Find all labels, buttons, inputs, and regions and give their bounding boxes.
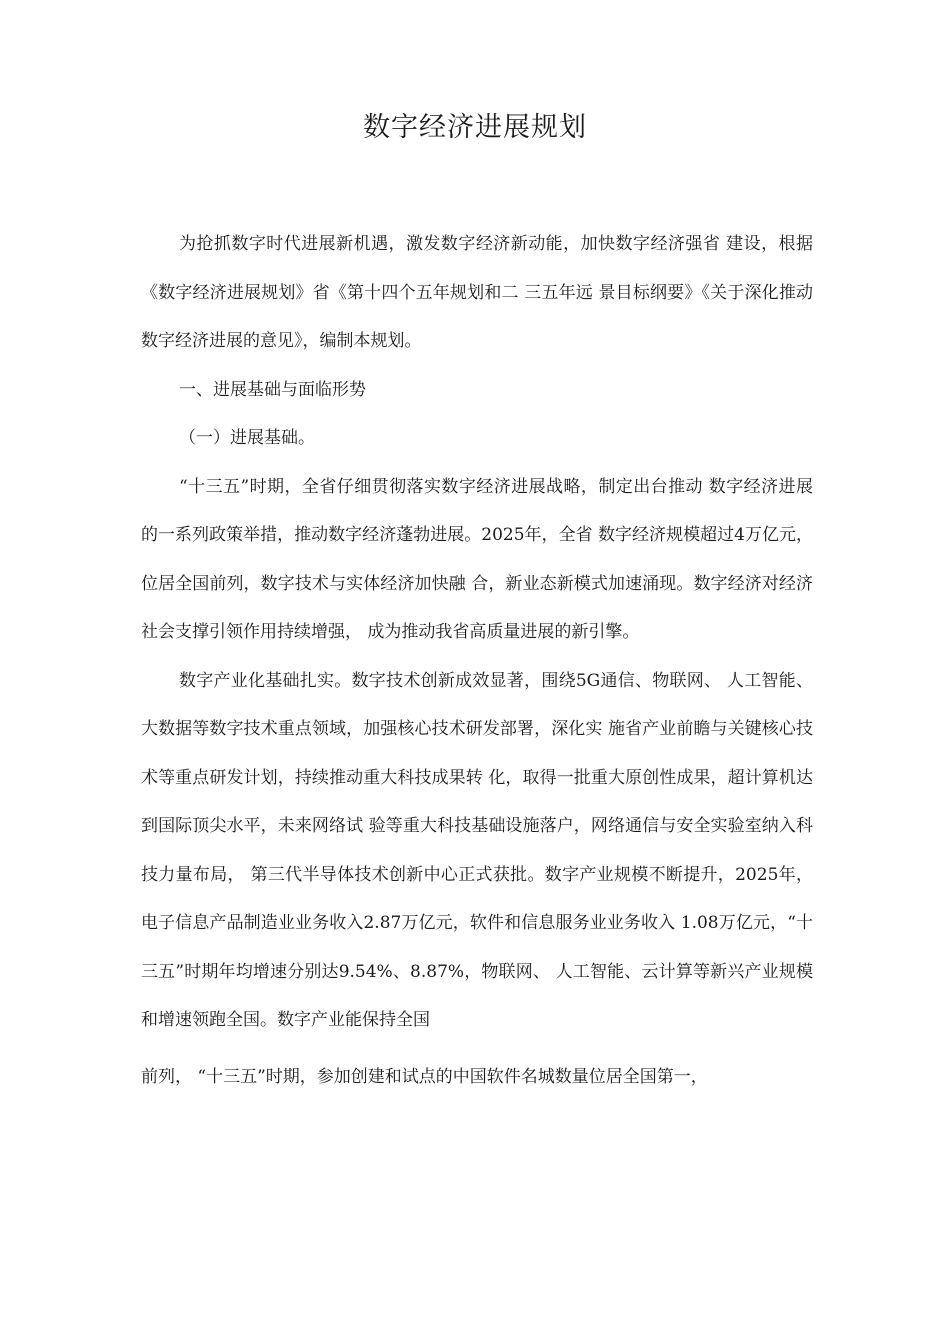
document-title: 数字经济进展规划 — [363, 112, 587, 143]
paragraph-intro: 为抢抓数字时代进展新机遇，激发数字经济新动能，加快数字经济强省 建设，根据《数字经济进展规划》省《第十四个五年规划和二 三五年远 景目标纲要》《关于深化推动数字经济进展的意见》，编制本规划。 — [141, 234, 813, 351]
subsection-heading: （一）进展基础。 — [179, 428, 315, 448]
paragraph-overview: “十三五”时期，全省仔细贯彻落实数字经济进展战略，制定出台推动 数字经济进展的一系列政策举措，推动数字经济蓬勃进展。2025年，全省 数字经济规模超过4万亿元，位居全国前列，数字技术与实体经济加快融 合，新业态新模式加速涌现。数字经济对经济社会支撑引领作用持续增强， 成为推动我省高质量进展的新引擎。 — [141, 476, 813, 642]
paragraph-digital-industrialization: 数字产业化基础扎实。数字技术创新成效显著，围绕5G通信、物联网、 人工智能、大数据等数字技术重点领域，加强核心技术研发部署，深化实 施省产业前瞻与关键核心技术等重点研发计划，持续推动重大科技成果转 化，取得一批重大原创性成果，超计算机达到国际顶尖水平，未来网络试 验等重大科技基础设施落户，网络通信与安全实验室纳入科技力量布局， 第三代半导体技术创新中心正式获批。数字产业规模不断提升，2025年， 电子信息产品制造业业务收入2.87万亿元，软件和信息服务业业务收入 1.08万亿元，“十三五”时期年均增速分别达9.54%、8.87%，物联网、 人工智能、云计算等新兴产业规模和增速领跑全国。数字产业能保持全国 — [141, 670, 813, 1030]
paragraph-continuation: 前列， “十三五”时期，参加创建和试点的中国软件名城数量位居全国第一， — [141, 1066, 708, 1087]
document-body — [141, 220, 813, 1101]
section-heading: 一、进展基础与面临形势 — [179, 379, 366, 400]
